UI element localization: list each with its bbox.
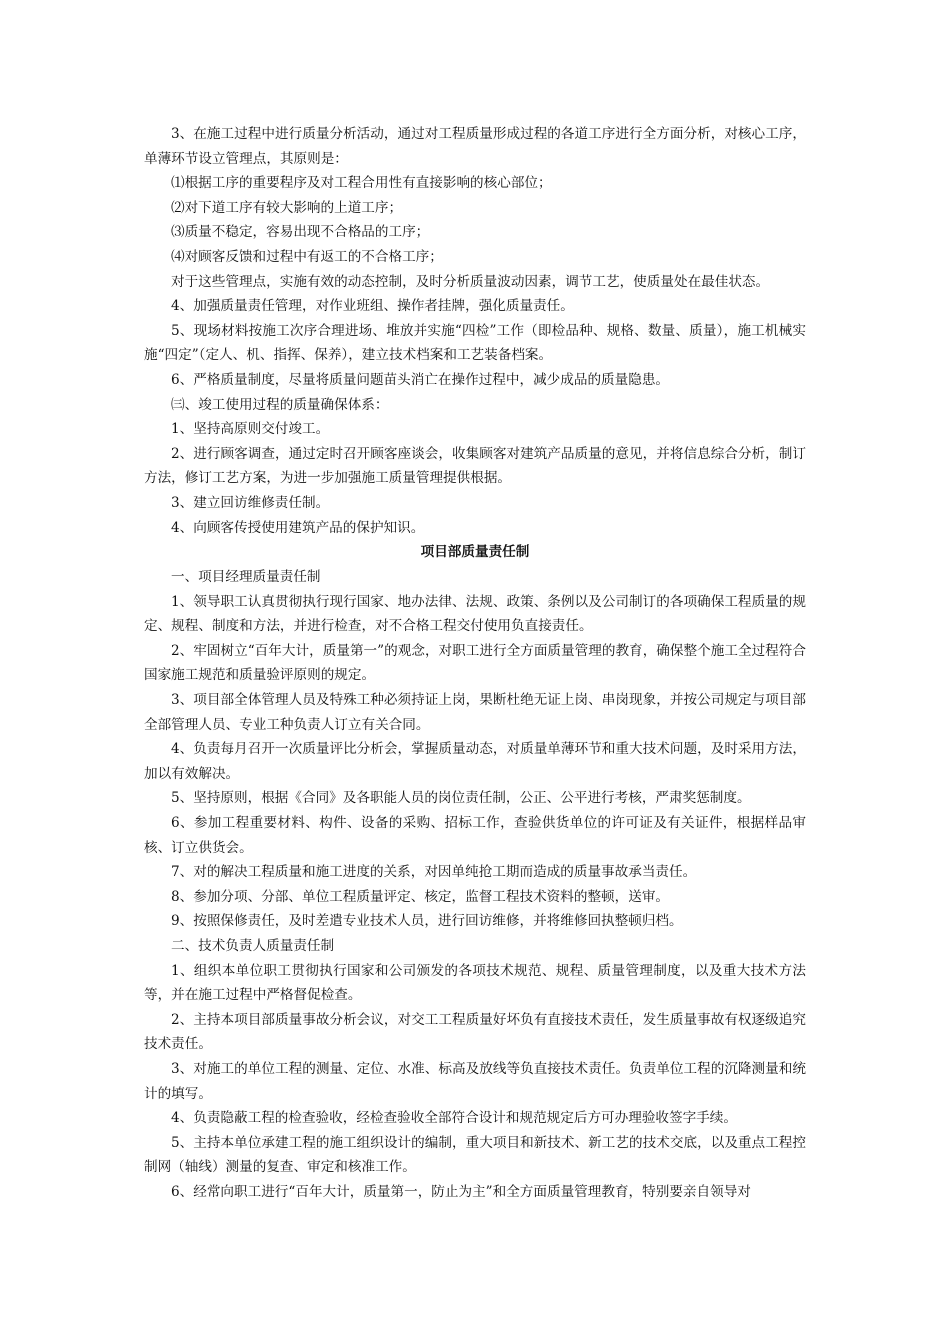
paragraph: 3、项目部全体管理人员及特殊工种必须持证上岗，果断杜绝无证上岗、串岗现象，并按公司规定与项目部全部管理人员、专业工种负责人订立有关合同。 — [144, 692, 806, 733]
paragraph: 5、现场材料按施工次序合理进场、堆放并实施“四检”工作（即检品种、规格、数量、质量），施工机械实施“四定”（定人、机、指挥、保养），建立技术档案和工艺装备档案。 — [144, 322, 806, 364]
paragraph: 4、向顾客传授使用建筑产品的保护知识。 — [171, 519, 425, 536]
paragraph: 1、领导职工认真贯彻执行现行国家、地办法律、法规、政策、条例以及公司制订的各项确保工程质量的规定、规程、制度和方法，并进行检查，对不合格工程交付使用负直接责任。 — [144, 593, 806, 635]
paragraph: 1、组织本单位职工贯彻执行国家和公司颁发的各项技术规范、规程、质量管理制度，以及重大技术方法等，并在施工过程中严格督促检查。 — [144, 962, 806, 1004]
paragraph: 4、负责每月召开一次质量评比分析会，掌握质量动态，对质量单薄环节和重大技术问题，及时采用方法，加以有效解决。 — [144, 741, 806, 782]
list-item: ⑶质量不稳定，容易出现不合格品的工序； — [171, 224, 430, 241]
paragraph: 4、负责隐蔽工程的检查验收，经检查验收全部符合设计和规范规定后方可办理验收签字手续。 — [171, 1110, 737, 1127]
paragraph: 6、严格质量制度，尽量将质量问题苗头消亡在操作过程中，减少成品的质量隐患。 — [171, 371, 670, 388]
paragraph: 2、主持本项目部质量事故分析会议，对交工工程质量好坏负有直接技术责任，发生质量事故有权逐级追究技术责任。 — [144, 1011, 806, 1053]
paragraph: 2、牢固树立“百年大计，质量第一”的观念，对职工进行全方面质量管理的教育，确保整个施工全过程符合国家施工规范和质量验评原则的规定。 — [144, 642, 806, 684]
responsibility-section — [144, 565, 806, 1204]
paragraph: 9、按照保修责任，及时差遣专业技术人员，进行回访维修，并将维修回执整顿归档。 — [171, 913, 683, 930]
document-page — [144, 122, 806, 1205]
paragraph: 2、进行顾客调查，通过定时召开顾客座谈会，收集顾客对建筑产品质量的意见，并将信息综合分析，制订方法，修订工艺方案，为进一步加强施工质量管理提供根据。 — [144, 445, 806, 487]
quality-assurance-section — [144, 122, 806, 540]
subsection-title: ㈢、竣工使用过程的质量确保体系： — [171, 396, 389, 413]
section-heading: 项目部质量责任制 — [420, 544, 530, 561]
list-item: ⑷对顾客反馈和过程中有返工的不合格工序； — [171, 248, 443, 265]
list-item: ⑴根据工序的重要程序及对工程合用性有直接影响的核心部位； — [171, 175, 552, 192]
paragraph: 3、对施工的单位工程的测量、定位、水准、标高及放线等负直接技术责任。负责单位工程的沉降测量和统计的填写。 — [144, 1060, 806, 1102]
paragraph: 4、加强质量责任管理，对作业班组、操作者挂牌，强化质量责任。 — [171, 298, 574, 315]
paragraph: 7、对的解决工程质量和施工进度的关系，对因单纯抢工期而造成的质量事故承当责任。 — [171, 864, 697, 881]
paragraph: 5、坚持原则，根据《合同》及各职能人员的岗位责任制，公正、公平进行考核，严肃奖惩制度。 — [171, 790, 751, 807]
subsection-title: 二、技术负责人质量责任制 — [171, 938, 335, 954]
paragraph: 8、参加分项、分部、单位工程质量评定、核定，监督工程技术资料的整顿，送审。 — [171, 888, 670, 905]
list-item: ⑵对下道工序有较大影响的上道工序； — [171, 199, 403, 216]
paragraph: 6、参加工程重要材料、构件、设备的采购、招标工作，查验供货单位的许可证及有关证件，根据样品审核、订立供货会。 — [144, 815, 806, 856]
paragraph: 对于这些管理点，实施有效的动态控制，及时分析质量波动因素，调节工艺，使质量处在最佳状态。 — [171, 273, 770, 290]
paragraph: 1、坚持高原则交付竣工。 — [171, 421, 330, 438]
paragraph: 6、经常向职工进行“百年大计，质量第一，防止为主”和全方面质量管理教育，特别要亲自领导对 — [171, 1183, 751, 1200]
subsection-title: 一、项目经理质量责任制 — [171, 569, 321, 586]
paragraph: 3、在施工过程中进行质量分析活动，通过对工程质量形成过程的各道工序进行全方面分析，对核心工序，单薄环节设立管理点，其原则是： — [144, 126, 806, 167]
paragraph: 3、建立回访维修责任制。 — [171, 494, 330, 511]
paragraph: 5、主持本单位承建工程的施工组织设计的编制，重大项目和新技术、新工艺的技术交底，以及重点工程控制网（轴线）测量的复查、审定和核准工作。 — [144, 1134, 806, 1176]
